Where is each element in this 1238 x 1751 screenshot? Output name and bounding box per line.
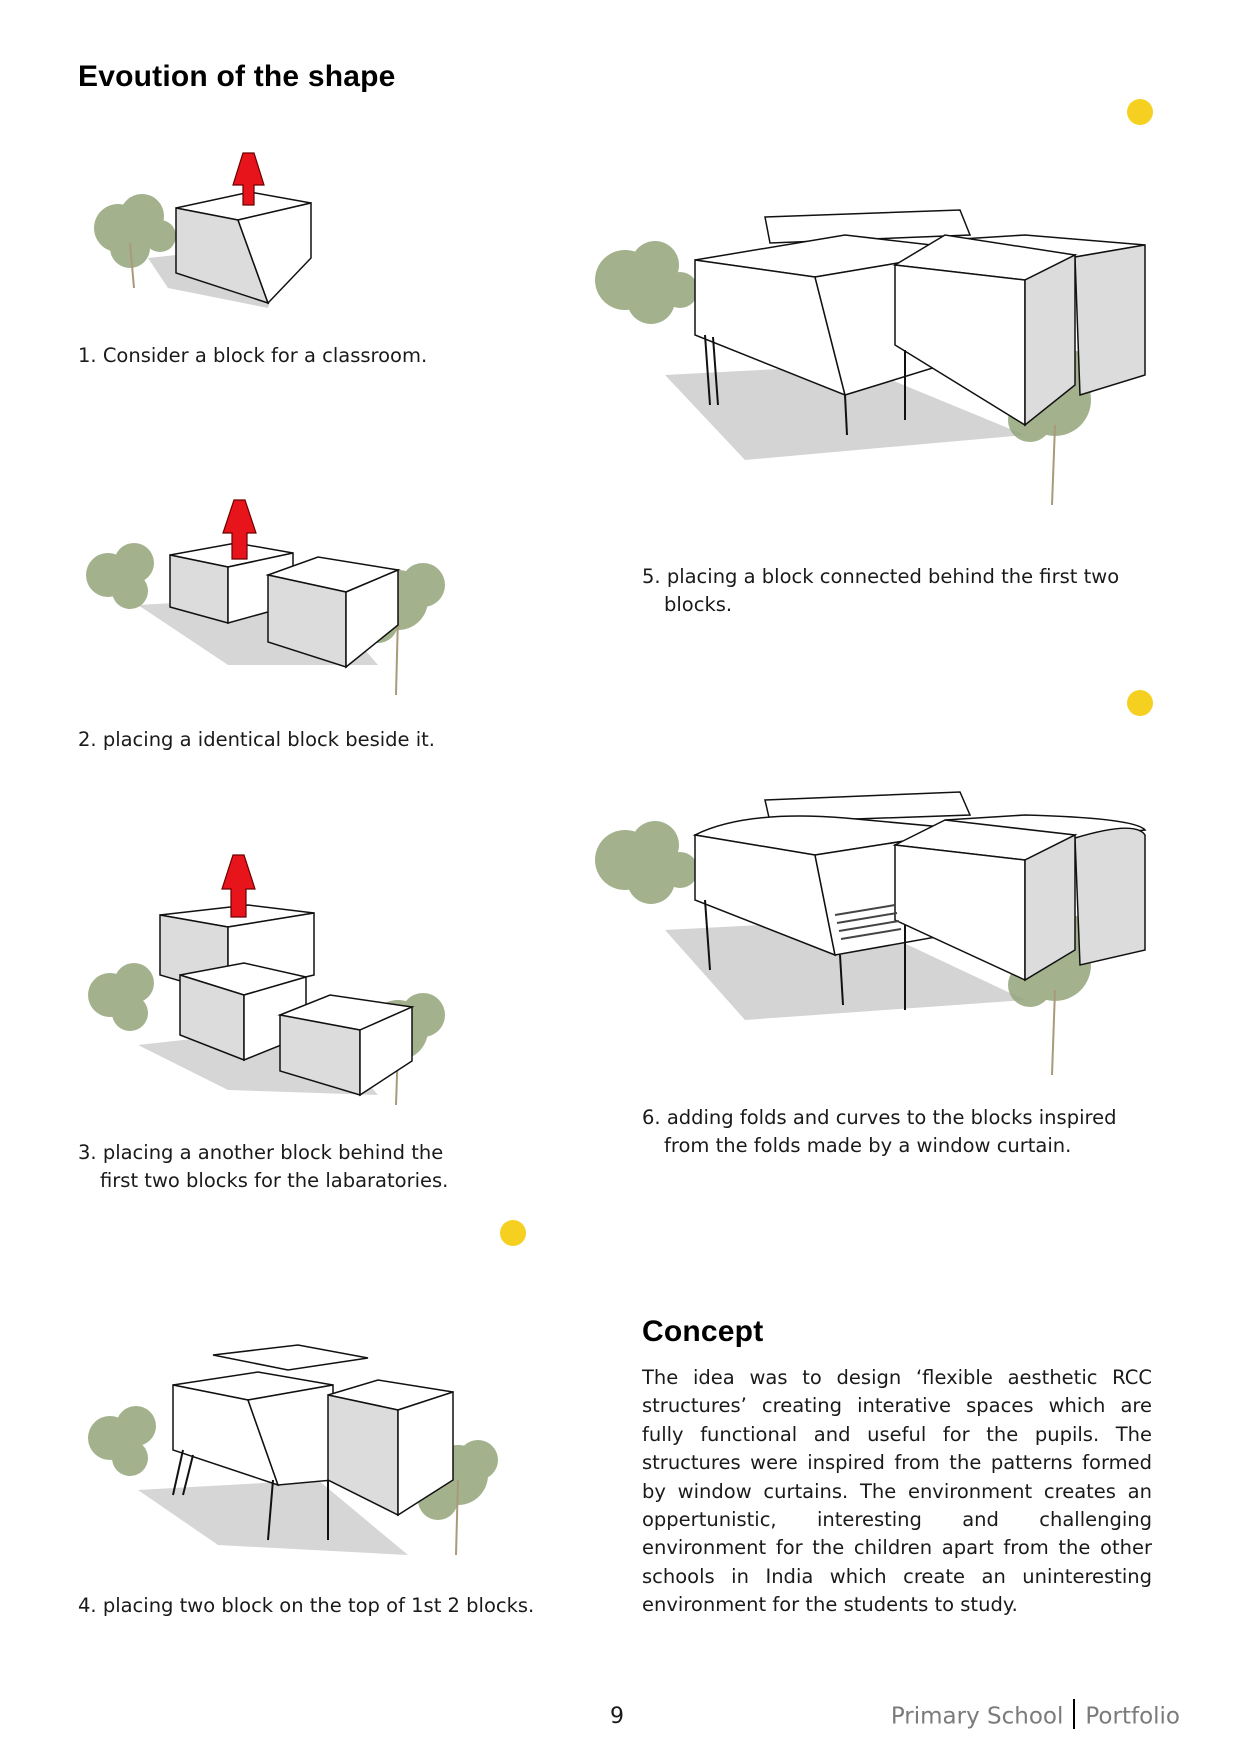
step-5-caption (642, 563, 1164, 619)
footer-divider (1073, 1699, 1075, 1729)
step-1-caption (78, 342, 538, 370)
step-number: 2. (78, 728, 97, 751)
step-number: 5. (642, 565, 661, 588)
footer-section: Portfolio (1085, 1703, 1180, 1730)
figure-step-2 (78, 495, 458, 695)
step-text: Consider a block for a classroom. (102, 344, 428, 367)
step-number: 4. (78, 1594, 97, 1617)
figure-step-6 (575, 780, 1135, 1080)
figure-step-5 (575, 195, 1135, 515)
step-text: placing a identical block beside it. (102, 728, 436, 751)
accent-dot (1127, 690, 1153, 716)
accent-dot (500, 1220, 526, 1246)
step-number: 3. (78, 1141, 97, 1164)
accent-dot (1127, 99, 1153, 125)
step-text: placing a another block behind the first two blocks for the labaratories. (100, 1141, 449, 1192)
block (173, 1372, 333, 1485)
figure-step-1 (78, 148, 338, 318)
concept-heading: Concept (642, 1315, 764, 1348)
figure-step-3 (78, 845, 458, 1105)
step-text: placing a block connected behind the first two blocks. (664, 565, 1120, 616)
block (213, 1345, 368, 1370)
step-text: adding folds and curves to the blocks inspired from the folds made by a window curtain. (664, 1106, 1117, 1157)
concept-body: The idea was to design ‘flexible aesthetic RCC structures’ creating interative spaces which are fully functional and useful for the pupils. The structures were inspired from the patterns formed by window curtains. The environment creates an oppertunistic, interesting and challenging environment for the children apart from the other schools in India which create an uninteresting environment for the students to study. (642, 1366, 1152, 1617)
step-number: 6. (642, 1106, 661, 1129)
step-2-caption (78, 726, 538, 754)
step-4-caption (78, 1592, 548, 1620)
figure-step-4 (78, 1330, 498, 1560)
step-text: placing two block on the top of 1st 2 blocks. (102, 1594, 535, 1617)
step-3-caption (78, 1139, 480, 1195)
step-6-caption (642, 1104, 1164, 1160)
footer-project: Primary School (890, 1703, 1064, 1730)
page-title: Evoution of the shape (78, 60, 396, 93)
footer-label (891, 1702, 1180, 1732)
page-number: 9 (610, 1704, 624, 1729)
step-number: 1. (78, 344, 97, 367)
